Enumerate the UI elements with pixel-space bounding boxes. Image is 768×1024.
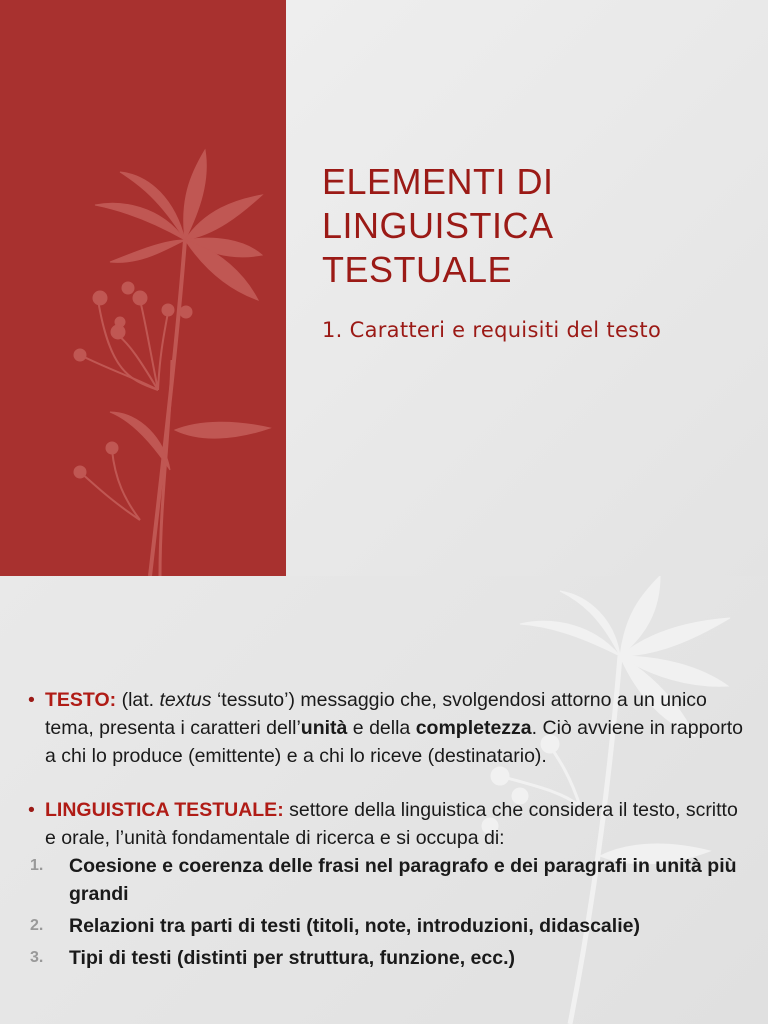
item-text: Coesione e coerenza delle frasi nel paragrafo e dei paragrafi in unità più grandi xyxy=(69,855,737,905)
bullet-icon: • xyxy=(28,799,35,821)
bold-unita: unità xyxy=(300,717,348,739)
bullet-linguistica xyxy=(28,796,748,852)
title-line-1: ELEMENTI DI xyxy=(322,161,554,202)
item-number: 3. xyxy=(30,949,44,966)
item-text: Relazioni tra parti di testi (titoli, note, introduzioni, didascalie) xyxy=(69,915,640,937)
text-segment: ‘tessuto’) messaggio che, svolgendosi attorno a un unico tema, presenta i caratteri dell’ xyxy=(45,689,707,739)
item-number: 1. xyxy=(30,857,44,874)
slide-body xyxy=(28,686,748,976)
bold-completezza: completezza xyxy=(415,717,532,739)
italic-word: textus xyxy=(159,689,212,711)
list-item xyxy=(28,852,748,908)
bullet-testo xyxy=(28,686,748,770)
title-line-2: LINGUISTICA xyxy=(322,205,554,246)
list-item xyxy=(28,944,748,972)
red-side-panel xyxy=(0,0,286,576)
term-testo: TESTO: xyxy=(45,689,117,711)
numbered-list xyxy=(28,852,748,972)
list-item xyxy=(28,912,748,940)
text-segment: settore della linguistica che considera il testo, scritto e orale, l’unità fondamentale di ricerca e si occupa di: xyxy=(45,799,738,849)
text-segment: (lat. xyxy=(116,689,160,711)
text-segment: e della xyxy=(347,717,416,739)
bullet-icon: • xyxy=(28,689,35,711)
item-number: 2. xyxy=(30,917,44,934)
term-linguistica-testuale: LINGUISTICA TESTUALE: xyxy=(45,799,284,821)
slide-subtitle: 1. Caratteri e requisiti del testo xyxy=(322,318,662,342)
title-line-3: TESTUALE xyxy=(322,249,513,290)
content-slide xyxy=(0,576,768,1024)
text-segment: . Ciò avviene in rapporto a chi lo produce (emittente) e a chi lo riceve (destinatario). xyxy=(45,717,744,767)
flower-illustration-icon xyxy=(0,0,286,576)
item-text: Tipi di testi (distinti per struttura, funzione, ecc.) xyxy=(69,947,516,969)
slide-title xyxy=(322,160,742,292)
